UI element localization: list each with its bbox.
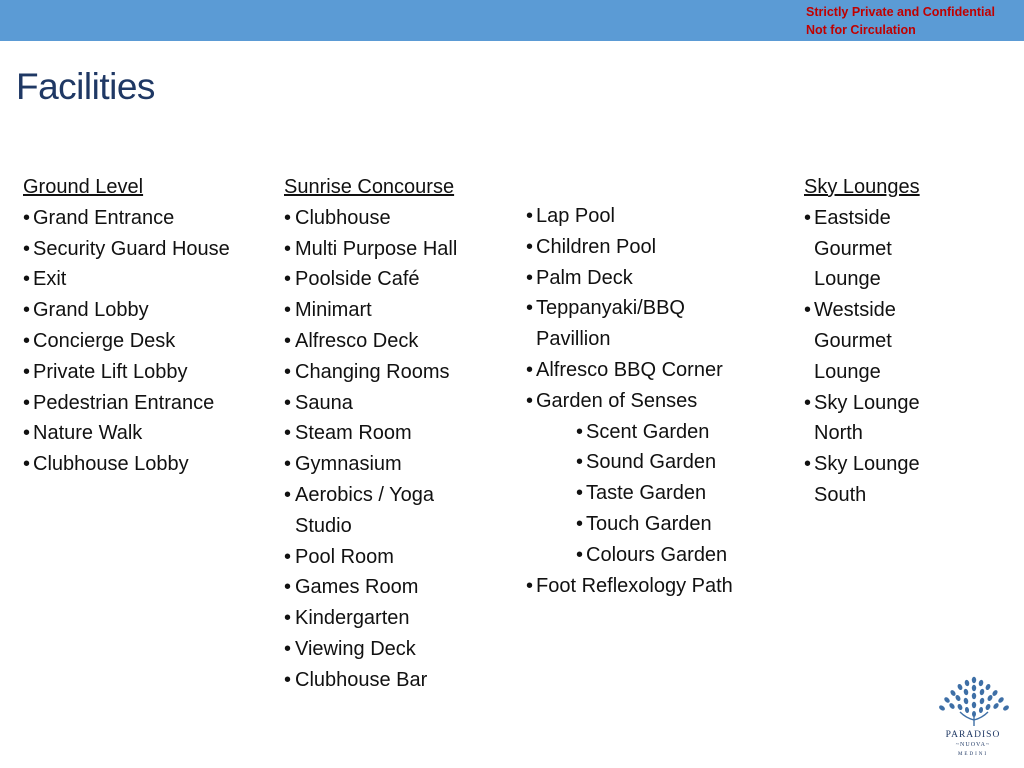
logo-sub-text: ~NUOVA~	[955, 742, 991, 748]
list-item: • Nature Walk	[23, 418, 273, 449]
list-item: • Aerobics / Yoga Studio	[284, 480, 465, 542]
logo-place-text: MEDINI	[957, 752, 989, 757]
list-item: • Children Pool	[526, 232, 776, 263]
list-item: • Teppanyaki/BBQ Pavillion	[526, 293, 716, 355]
confidential-line-1: Strictly Private and Confidential	[806, 5, 995, 19]
facility-list	[23, 203, 273, 480]
list-item: • Clubhouse	[284, 203, 504, 234]
list-item: • Pedestrian Entrance	[23, 388, 273, 419]
column-heading: Ground Level	[23, 176, 144, 198]
list-item: • Kindergarten	[284, 603, 504, 634]
sunrise-concourse-column	[284, 172, 504, 696]
list-item: • Garden of Senses	[526, 386, 776, 417]
ground-level-column	[23, 172, 273, 480]
list-item: • Grand Lobby	[23, 295, 273, 326]
column-heading: Sunrise Concourse	[284, 176, 455, 198]
list-item: • Multi Purpose Hall	[284, 234, 504, 265]
list-item: • Viewing Deck	[284, 634, 504, 665]
list-item: • Sky Lounge North	[804, 388, 944, 450]
list-item: • Clubhouse Lobby	[23, 449, 273, 480]
list-item: • Changing Rooms	[284, 357, 504, 388]
confidential-line-2: Not for Circulation	[806, 23, 916, 37]
list-item: • Exit	[23, 264, 273, 295]
list-item: • Security Guard House	[23, 234, 273, 265]
list-item: • Concierge Desk	[23, 326, 273, 357]
list-item: • Games Room	[284, 572, 504, 603]
list-item: • Sound Garden	[576, 447, 776, 478]
pool-garden-column	[526, 201, 776, 601]
list-item: • Sauna	[284, 388, 504, 419]
list-item: • Grand Entrance	[23, 203, 273, 234]
list-item: • Clubhouse Bar	[284, 665, 504, 696]
list-item: • Touch Garden	[576, 509, 776, 540]
list-item: • Lap Pool	[526, 201, 776, 232]
paradiso-logo	[930, 676, 1016, 764]
list-item: • Steam Room	[284, 418, 504, 449]
list-item: • Alfresco Deck	[284, 326, 504, 357]
list-item: • Minimart	[284, 295, 504, 326]
sky-lounges-column	[804, 172, 1004, 511]
list-item: • Gymnasium	[284, 449, 504, 480]
list-item: • Westside Gourmet Lounge	[804, 295, 964, 387]
list-item: • Poolside Café	[284, 264, 504, 295]
column-heading: Sky Lounges	[804, 176, 920, 198]
list-item: • Taste Garden	[576, 478, 776, 509]
page-title: Facilities	[16, 66, 155, 107]
confidential-notice	[806, 3, 995, 39]
list-item: • Alfresco BBQ Corner	[526, 355, 776, 386]
list-item: • Sky Lounge South	[804, 449, 944, 511]
list-item: • Eastside Gourmet Lounge	[804, 203, 964, 295]
facility-list	[284, 203, 504, 696]
facility-list	[804, 203, 1004, 511]
list-item: • Scent Garden	[576, 417, 776, 448]
list-item: • Foot Reflexology Path	[526, 571, 776, 602]
list-item: • Pool Room	[284, 542, 504, 573]
facility-list	[526, 201, 776, 601]
list-item: • Palm Deck	[526, 263, 776, 294]
logo-brand-text: PARADISO	[945, 730, 1001, 740]
tree-of-drops-icon	[936, 676, 1012, 728]
list-item: • Private Lift Lobby	[23, 357, 273, 388]
list-item: • Colours Garden	[576, 540, 776, 571]
